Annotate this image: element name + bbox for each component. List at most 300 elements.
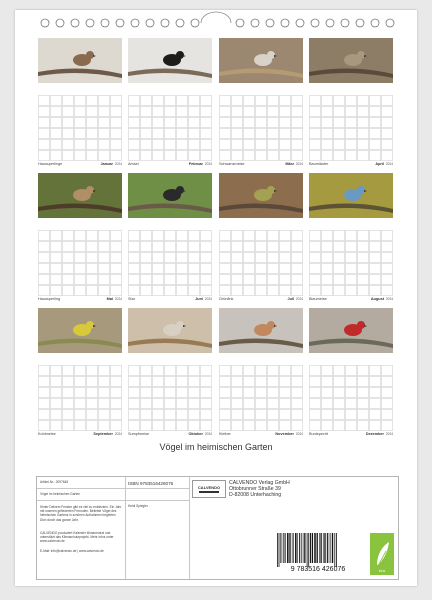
day-cell xyxy=(243,387,254,397)
month-year: 2024 xyxy=(385,162,393,166)
day-cell xyxy=(231,263,242,273)
day-cell xyxy=(267,387,278,397)
day-cell xyxy=(200,274,211,284)
day-cell xyxy=(291,376,302,386)
day-cell xyxy=(333,252,344,262)
day-cell xyxy=(369,376,380,386)
day-cell xyxy=(231,376,242,386)
day-cell xyxy=(231,128,242,138)
day-cell xyxy=(345,230,356,240)
day-cell xyxy=(321,365,332,375)
day-cell xyxy=(188,387,199,397)
short-title: Vögel im heimischen Garten xyxy=(40,492,81,496)
month-year: 2024 xyxy=(114,162,122,166)
day-cell xyxy=(381,252,392,262)
day-cell xyxy=(188,263,199,273)
day-cell xyxy=(309,274,320,284)
day-cell xyxy=(98,263,109,273)
day-cell xyxy=(38,95,49,105)
day-cell xyxy=(74,95,85,105)
day-cell xyxy=(219,263,230,273)
day-cell xyxy=(255,128,266,138)
day-cell xyxy=(333,285,344,295)
eco-badge xyxy=(370,533,394,575)
day-cell xyxy=(98,274,109,284)
day-cell xyxy=(74,409,85,419)
day-cell xyxy=(345,139,356,149)
day-cell xyxy=(74,252,85,262)
day-cell xyxy=(243,230,254,240)
month-year: 2024 xyxy=(295,297,303,301)
bird-name: Baumläufer xyxy=(309,162,329,166)
day-cell xyxy=(219,252,230,262)
day-cell xyxy=(255,274,266,284)
day-cell xyxy=(74,263,85,273)
day-cell xyxy=(164,398,175,408)
day-cell xyxy=(255,95,266,105)
day-cell xyxy=(176,365,187,375)
day-cell xyxy=(176,106,187,116)
bird-name: Kleiber xyxy=(219,432,231,436)
day-cell xyxy=(321,409,332,419)
day-cell xyxy=(188,106,199,116)
day-cell xyxy=(219,398,230,408)
day-cell xyxy=(152,387,163,397)
day-cell xyxy=(219,285,230,295)
day-cell xyxy=(231,106,242,116)
day-cell xyxy=(255,150,266,160)
day-cell xyxy=(219,128,230,138)
isbn: ISBN 9783516426076 xyxy=(128,481,174,486)
day-cell xyxy=(86,365,97,375)
day-cell xyxy=(369,387,380,397)
day-cell xyxy=(309,420,320,430)
day-cell xyxy=(381,150,392,160)
day-cell xyxy=(357,95,368,105)
day-cell xyxy=(188,139,199,149)
day-cell xyxy=(128,106,139,116)
day-cell xyxy=(231,398,242,408)
day-cell xyxy=(200,95,211,105)
day-cell xyxy=(200,365,211,375)
day-cell xyxy=(231,285,242,295)
day-cell xyxy=(164,263,175,273)
day-cell xyxy=(333,274,344,284)
day-cell xyxy=(38,274,49,284)
day-cell xyxy=(128,398,139,408)
day-cell xyxy=(86,409,97,419)
day-cell xyxy=(243,117,254,127)
day-cell xyxy=(279,398,290,408)
day-cell xyxy=(140,274,151,284)
day-cell xyxy=(321,398,332,408)
day-cell xyxy=(110,150,121,160)
day-cell xyxy=(357,398,368,408)
day-cell xyxy=(98,420,109,430)
day-cell xyxy=(219,409,230,419)
day-cell xyxy=(345,150,356,160)
day-cell xyxy=(164,252,175,262)
day-cell xyxy=(321,387,332,397)
day-cell xyxy=(219,274,230,284)
day-cell xyxy=(291,387,302,397)
month-name: Dezember xyxy=(365,432,384,436)
day-cell xyxy=(219,376,230,386)
day-cell xyxy=(231,252,242,262)
day-cell xyxy=(140,387,151,397)
bird-name: Grünfink xyxy=(219,297,234,301)
day-cell xyxy=(369,139,380,149)
day-cell xyxy=(381,95,392,105)
day-cell xyxy=(381,274,392,284)
day-cell xyxy=(38,106,49,116)
month-panel-4 xyxy=(309,38,393,166)
day-cell xyxy=(255,241,266,251)
day-cell xyxy=(176,150,187,160)
day-cell xyxy=(86,387,97,397)
day-cell xyxy=(333,95,344,105)
day-cell xyxy=(255,252,266,262)
day-cell xyxy=(164,128,175,138)
day-cell xyxy=(200,241,211,251)
day-cell xyxy=(188,274,199,284)
day-cell xyxy=(110,106,121,116)
day-cell xyxy=(86,139,97,149)
day-cell xyxy=(62,139,73,149)
bird-name: Kohlmeise xyxy=(38,432,56,436)
calendar-back-page xyxy=(15,10,417,586)
day-cell xyxy=(50,263,61,273)
day-cell xyxy=(231,139,242,149)
month-panel-2 xyxy=(128,38,212,166)
day-cell xyxy=(152,128,163,138)
day-cell xyxy=(200,263,211,273)
day-cell xyxy=(381,398,392,408)
day-cell xyxy=(381,409,392,419)
day-cell xyxy=(74,241,85,251)
day-cell xyxy=(279,376,290,386)
day-cell xyxy=(369,106,380,116)
day-cell xyxy=(140,139,151,149)
day-cell xyxy=(128,95,139,105)
day-cell xyxy=(50,106,61,116)
day-cell xyxy=(188,398,199,408)
month-year: 2024 xyxy=(204,432,212,436)
day-cell xyxy=(231,241,242,251)
day-cell xyxy=(140,106,151,116)
day-cell xyxy=(176,252,187,262)
day-cell xyxy=(50,117,61,127)
month-year: 2024 xyxy=(295,432,303,436)
day-cell xyxy=(152,420,163,430)
day-cell xyxy=(291,274,302,284)
day-cell xyxy=(128,285,139,295)
day-cell xyxy=(357,263,368,273)
day-cell xyxy=(164,285,175,295)
day-cell xyxy=(369,274,380,284)
day-cell xyxy=(279,139,290,149)
day-cell xyxy=(267,128,278,138)
month-panel-11 xyxy=(219,308,303,436)
day-cell xyxy=(152,263,163,273)
day-cell xyxy=(357,376,368,386)
day-cell xyxy=(152,365,163,375)
day-cell xyxy=(267,230,278,240)
day-cell xyxy=(309,117,320,127)
day-cell xyxy=(128,252,139,262)
day-cell xyxy=(345,128,356,138)
day-cell xyxy=(309,285,320,295)
day-cell xyxy=(74,230,85,240)
day-cell xyxy=(152,409,163,419)
bird-name: Blaumeise xyxy=(309,297,327,301)
day-cell xyxy=(98,365,109,375)
day-cell xyxy=(128,128,139,138)
day-cell xyxy=(140,150,151,160)
day-cell xyxy=(38,241,49,251)
day-cell xyxy=(279,252,290,262)
day-cell xyxy=(74,150,85,160)
info-column-publisher xyxy=(189,477,398,579)
bird-name: Haussperlinge xyxy=(38,162,63,166)
day-cell xyxy=(62,252,73,262)
day-cell xyxy=(164,106,175,116)
day-cell xyxy=(38,398,49,408)
day-cell xyxy=(345,95,356,105)
day-cell xyxy=(321,128,332,138)
day-cell xyxy=(333,398,344,408)
day-cell xyxy=(219,150,230,160)
day-cell xyxy=(86,285,97,295)
bird-name: Haussperling xyxy=(38,297,61,301)
day-cell xyxy=(62,365,73,375)
day-cell xyxy=(321,252,332,262)
day-cell xyxy=(267,106,278,116)
day-cell xyxy=(321,150,332,160)
day-cell xyxy=(267,252,278,262)
day-cell xyxy=(309,263,320,273)
day-cell xyxy=(333,117,344,127)
day-cell xyxy=(345,387,356,397)
day-cell xyxy=(98,398,109,408)
day-cell xyxy=(357,230,368,240)
day-cell xyxy=(188,241,199,251)
day-cell xyxy=(200,409,211,419)
day-cell xyxy=(267,409,278,419)
day-cell xyxy=(243,263,254,273)
day-cell xyxy=(345,241,356,251)
day-cell xyxy=(152,150,163,160)
day-cell xyxy=(74,128,85,138)
day-cell xyxy=(369,365,380,375)
day-cell xyxy=(321,230,332,240)
day-cell xyxy=(140,420,151,430)
day-cell xyxy=(188,230,199,240)
day-cell xyxy=(381,420,392,430)
day-cell xyxy=(38,117,49,127)
bird-head-shape xyxy=(357,321,365,329)
day-cell xyxy=(267,285,278,295)
day-cell xyxy=(255,398,266,408)
day-cell xyxy=(98,252,109,262)
bird-head-shape xyxy=(86,321,94,329)
day-cell xyxy=(164,420,175,430)
day-cell xyxy=(309,128,320,138)
day-cell xyxy=(357,241,368,251)
month-year: 2024 xyxy=(295,162,303,166)
day-cell xyxy=(267,139,278,149)
day-cell xyxy=(200,398,211,408)
day-cell xyxy=(62,263,73,273)
day-cell xyxy=(98,241,109,251)
day-cell xyxy=(321,241,332,251)
day-cell xyxy=(219,387,230,397)
day-cell xyxy=(369,241,380,251)
bird-head-shape xyxy=(176,51,184,59)
day-cell xyxy=(309,230,320,240)
info-column-isbn xyxy=(125,477,190,579)
day-cell xyxy=(255,139,266,149)
bird-head-shape xyxy=(267,186,275,194)
day-cell xyxy=(140,263,151,273)
day-cell xyxy=(219,365,230,375)
day-cell xyxy=(152,241,163,251)
day-cell xyxy=(369,230,380,240)
day-cell xyxy=(128,387,139,397)
day-cell xyxy=(188,285,199,295)
day-cell xyxy=(357,150,368,160)
info-column-description xyxy=(37,477,126,579)
day-cell xyxy=(279,128,290,138)
day-cell xyxy=(110,420,121,430)
day-cell xyxy=(309,106,320,116)
day-cell xyxy=(357,285,368,295)
day-cell xyxy=(188,252,199,262)
day-cell xyxy=(279,285,290,295)
day-cell xyxy=(74,117,85,127)
day-cell xyxy=(291,252,302,262)
day-cell xyxy=(140,241,151,251)
day-cell xyxy=(291,117,302,127)
day-cell xyxy=(219,95,230,105)
day-cell xyxy=(50,365,61,375)
bird-head-shape xyxy=(267,321,275,329)
day-cell xyxy=(140,376,151,386)
day-cell xyxy=(176,420,187,430)
day-cell xyxy=(62,106,73,116)
day-cell xyxy=(381,376,392,386)
day-cell xyxy=(243,285,254,295)
day-cell xyxy=(231,387,242,397)
month-name: April xyxy=(375,162,384,166)
day-cell xyxy=(243,95,254,105)
day-cell xyxy=(309,241,320,251)
eco-badge-label: eco xyxy=(378,568,386,573)
day-cell xyxy=(381,117,392,127)
day-cell xyxy=(188,376,199,386)
day-cell xyxy=(267,398,278,408)
month-year: 2024 xyxy=(385,432,393,436)
day-cell xyxy=(164,117,175,127)
month-panel-1 xyxy=(38,38,122,166)
day-cell xyxy=(98,128,109,138)
day-cell xyxy=(164,150,175,160)
bird-name: Schwanzmeise xyxy=(219,162,245,166)
day-cell xyxy=(381,365,392,375)
day-cell xyxy=(50,95,61,105)
day-cell xyxy=(357,420,368,430)
day-cell xyxy=(200,387,211,397)
barcode-digits: 9 783516 426076 xyxy=(290,566,346,573)
day-cell xyxy=(128,117,139,127)
day-cell xyxy=(176,241,187,251)
day-cell xyxy=(321,117,332,127)
day-cell xyxy=(176,263,187,273)
day-cell xyxy=(164,376,175,386)
day-cell xyxy=(333,106,344,116)
day-cell xyxy=(38,420,49,430)
day-cell xyxy=(231,409,242,419)
day-cell xyxy=(279,365,290,375)
day-cell xyxy=(291,409,302,419)
day-cell xyxy=(62,376,73,386)
day-cell xyxy=(38,409,49,419)
day-cell xyxy=(86,252,97,262)
day-cell xyxy=(140,252,151,262)
day-cell xyxy=(309,376,320,386)
day-cell xyxy=(291,95,302,105)
day-cell xyxy=(231,95,242,105)
day-cell xyxy=(243,376,254,386)
day-cell xyxy=(98,106,109,116)
day-cell xyxy=(200,128,211,138)
day-cell xyxy=(50,241,61,251)
day-cell xyxy=(50,139,61,149)
day-cell xyxy=(110,274,121,284)
day-cell xyxy=(50,230,61,240)
day-cell xyxy=(279,263,290,273)
day-cell xyxy=(140,128,151,138)
day-cell xyxy=(243,150,254,160)
day-cell xyxy=(110,139,121,149)
day-cell xyxy=(98,230,109,240)
month-panel-12 xyxy=(309,308,393,436)
day-cell xyxy=(357,252,368,262)
day-cell xyxy=(279,230,290,240)
month-panel-9 xyxy=(38,308,122,436)
day-cell xyxy=(267,95,278,105)
day-cell xyxy=(381,241,392,251)
day-cell xyxy=(110,128,121,138)
day-cell xyxy=(200,230,211,240)
day-cell xyxy=(309,387,320,397)
day-cell xyxy=(50,285,61,295)
month-name: September xyxy=(93,432,113,436)
day-cell xyxy=(345,365,356,375)
month-name: Februar xyxy=(188,162,203,166)
month-year: 2024 xyxy=(385,297,393,301)
day-cell xyxy=(50,376,61,386)
bird-head-shape xyxy=(357,51,365,59)
day-cell xyxy=(86,376,97,386)
day-cell xyxy=(369,398,380,408)
month-name: März xyxy=(285,162,294,166)
day-cell xyxy=(309,252,320,262)
day-cell xyxy=(291,241,302,251)
day-cell xyxy=(86,230,97,240)
day-cell xyxy=(200,106,211,116)
day-cell xyxy=(200,252,211,262)
